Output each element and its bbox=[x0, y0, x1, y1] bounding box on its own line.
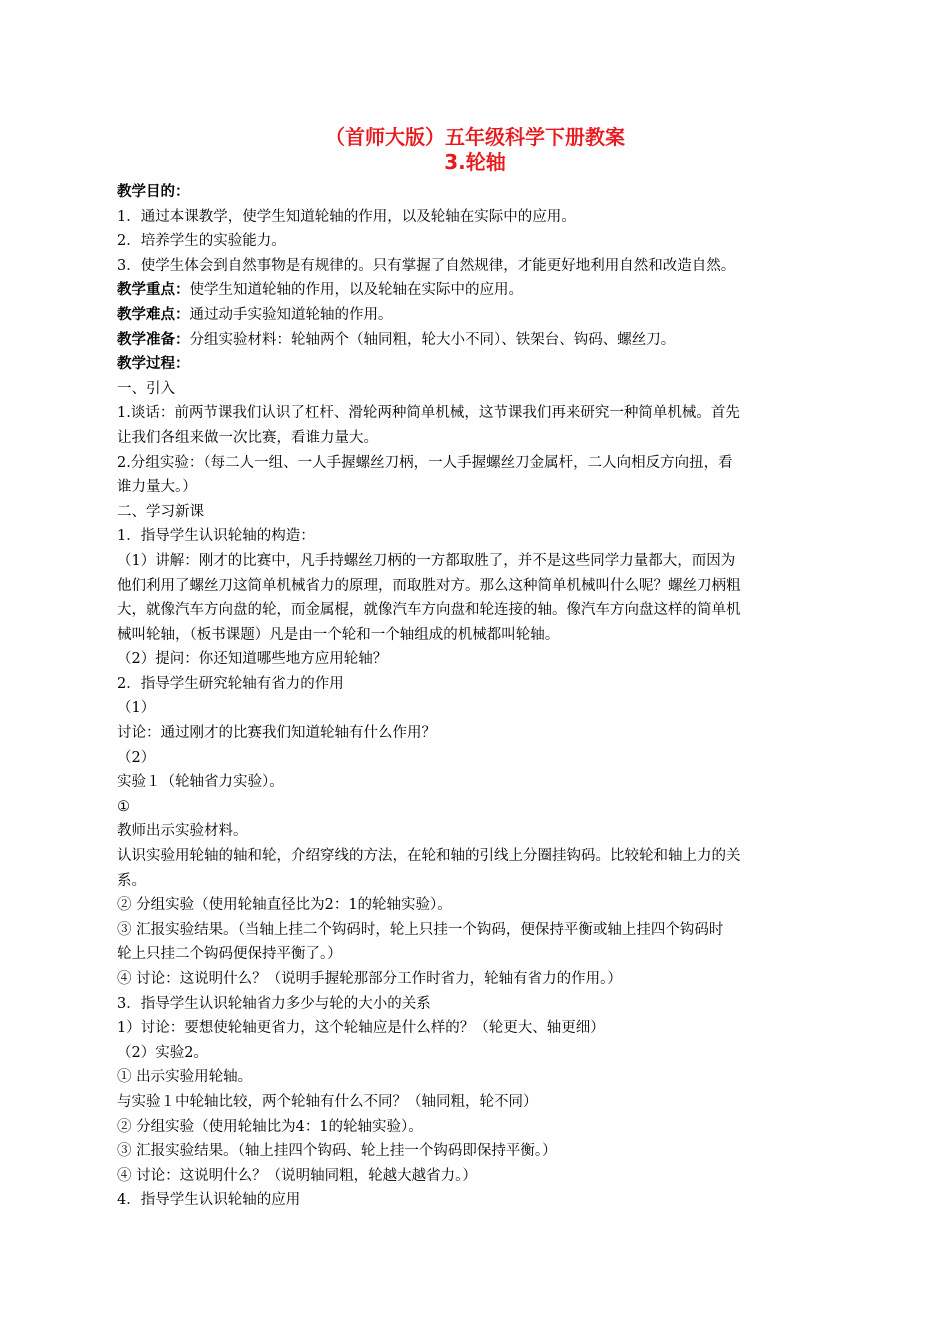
body-line: 一、引入 bbox=[117, 380, 175, 397]
body-line: （2）提问：你还知道哪些地方应用轮轴？ bbox=[117, 651, 388, 668]
preparation-text: 分组实验材料：轮轴两个（轴同粗，轮大小不同）、铁架台、钩码、螺丝刀。 bbox=[189, 331, 676, 348]
body-line: 械叫轮轴，（板书课题）凡是由一个轮和一个轴组成的机械都叫轮轴。 bbox=[117, 626, 560, 643]
body-line: （1）讲解：刚才的比赛中，凡手持螺丝刀柄的一方都取胜了，并不是这些同学力量都大，而因为 bbox=[117, 552, 736, 569]
body-line: 1．指导学生认识轮轴的构造： bbox=[117, 528, 315, 545]
preparation-label: 教学准备： bbox=[117, 331, 190, 348]
goals-heading: 教学目的： bbox=[117, 184, 190, 200]
body-line: 3．指导学生认识轮轴省力多少与轮的大小的关系 bbox=[117, 995, 431, 1012]
key-point-label: 教学重点： bbox=[117, 282, 190, 299]
body-line: ② 分组实验（使用轮轴比为4：1的轮轴实验）。 bbox=[117, 1118, 423, 1135]
body-line: ④ 讨论：这说明什么？（说明轴同粗，轮越大越省力。） bbox=[117, 1167, 477, 1184]
body-line: 认识实验用轮轴的轴和轮，介绍穿线的方法，在轮和轴的引线上分圈挂钩码。比较轮和轴上力的关 bbox=[117, 848, 741, 865]
goal-item: 1．通过本课教学，使学生知道轮轴的作用，以及轮轴在实际中的应用。 bbox=[117, 208, 576, 225]
document-body bbox=[117, 180, 839, 1213]
body-line: 1）讨论：要想使轮轴更省力，这个轮轴应是什么样的？（轮更大、轴更细） bbox=[117, 1020, 605, 1037]
preparation bbox=[117, 328, 839, 353]
body-line: 2．指导学生研究轮轴有省力的作用 bbox=[117, 675, 344, 692]
body-line: ① bbox=[117, 798, 130, 815]
body-line: 大，就像汽车方向盘的轮，而金属棍，就像汽车方向盘和轮连接的轴。像汽车方向盘这样的简单机 bbox=[117, 602, 741, 619]
difficulty bbox=[117, 303, 839, 328]
key-point-text: 使学生知道轮轴的作用，以及轮轴在实际中的应用。 bbox=[189, 282, 523, 299]
body-line: 实验１（轮轴省力实验）。 bbox=[117, 774, 284, 791]
body-line: （2）实验2。 bbox=[117, 1044, 208, 1061]
body-line: 1.谈话：前两节课我们认识了杠杆、滑轮两种简单机械，这节课我们再来研究一种简单机械。首先 bbox=[117, 405, 740, 422]
body-line: （2） bbox=[117, 749, 156, 766]
body-line: 与实验１中轮轴比较，两个轮轴有什么不同？（轴同粗，轮不同） bbox=[117, 1093, 538, 1110]
body-line: 让我们各组来做一次比赛，看谁力量大。 bbox=[117, 429, 378, 446]
difficulty-label: 教学难点： bbox=[117, 306, 190, 323]
process-heading: 教学过程： bbox=[117, 356, 190, 373]
body-line: 教师出示实验材料。 bbox=[117, 823, 248, 840]
body-line: 轮上只挂二个钩码便保持平衡了。） bbox=[117, 946, 342, 963]
goal-item: 3．使学生体会到自然事物是有规律的。只有掌握了自然规律，才能更好地利用自然和改造自然。 bbox=[117, 257, 736, 274]
goal-item: 2．培养学生的实验能力。 bbox=[117, 233, 286, 250]
difficulty-text: 通过动手实验知道轮轴的作用。 bbox=[189, 306, 393, 323]
key-point bbox=[117, 278, 839, 303]
body-line: 系。 bbox=[117, 872, 146, 889]
body-line: ③ 汇报实验结果。（轴上挂四个钩码、轮上挂一个钩码即保持平衡。） bbox=[117, 1143, 557, 1160]
body-line: 谁力量大。） bbox=[117, 479, 197, 496]
body-line: 讨论：通过刚才的比赛我们知道轮轴有什么作用？ bbox=[117, 725, 436, 742]
body-line: 二、学习新课 bbox=[117, 503, 204, 520]
body-line: ④ 讨论：这说明什么？（说明手握轮那部分工作时省力，轮轴有省力的作用。） bbox=[117, 971, 622, 987]
lesson-title: 3.轮轴 bbox=[444, 150, 506, 174]
body-line: ③ 汇报实验结果。（当轴上挂二个钩码时，轮上只挂一个钩码，便保持平衡或轴上挂四个钩码时 bbox=[117, 921, 724, 938]
document-title: （首师大版）五年级科学下册教案 bbox=[325, 125, 625, 149]
body-line: 4．指导学生认识轮轴的应用 bbox=[117, 1192, 301, 1209]
body-line: （1） bbox=[117, 700, 156, 717]
body-line: 他们利用了螺丝刀这简单机械省力的原理，而取胜对方。那么这种简单机械叫什么呢？螺丝刀柄粗 bbox=[117, 577, 741, 594]
body-line: ① 出示实验用轮轴。 bbox=[117, 1069, 253, 1086]
body-line: ② 分组实验（使用轮轴直径比为2：1的轮轴实验）。 bbox=[117, 897, 452, 914]
body-line: 2.分组实验：（每二人一组、一人手握螺丝刀柄，一人手握螺丝刀金属杆，二人向相反方向扭，看 bbox=[117, 454, 733, 471]
